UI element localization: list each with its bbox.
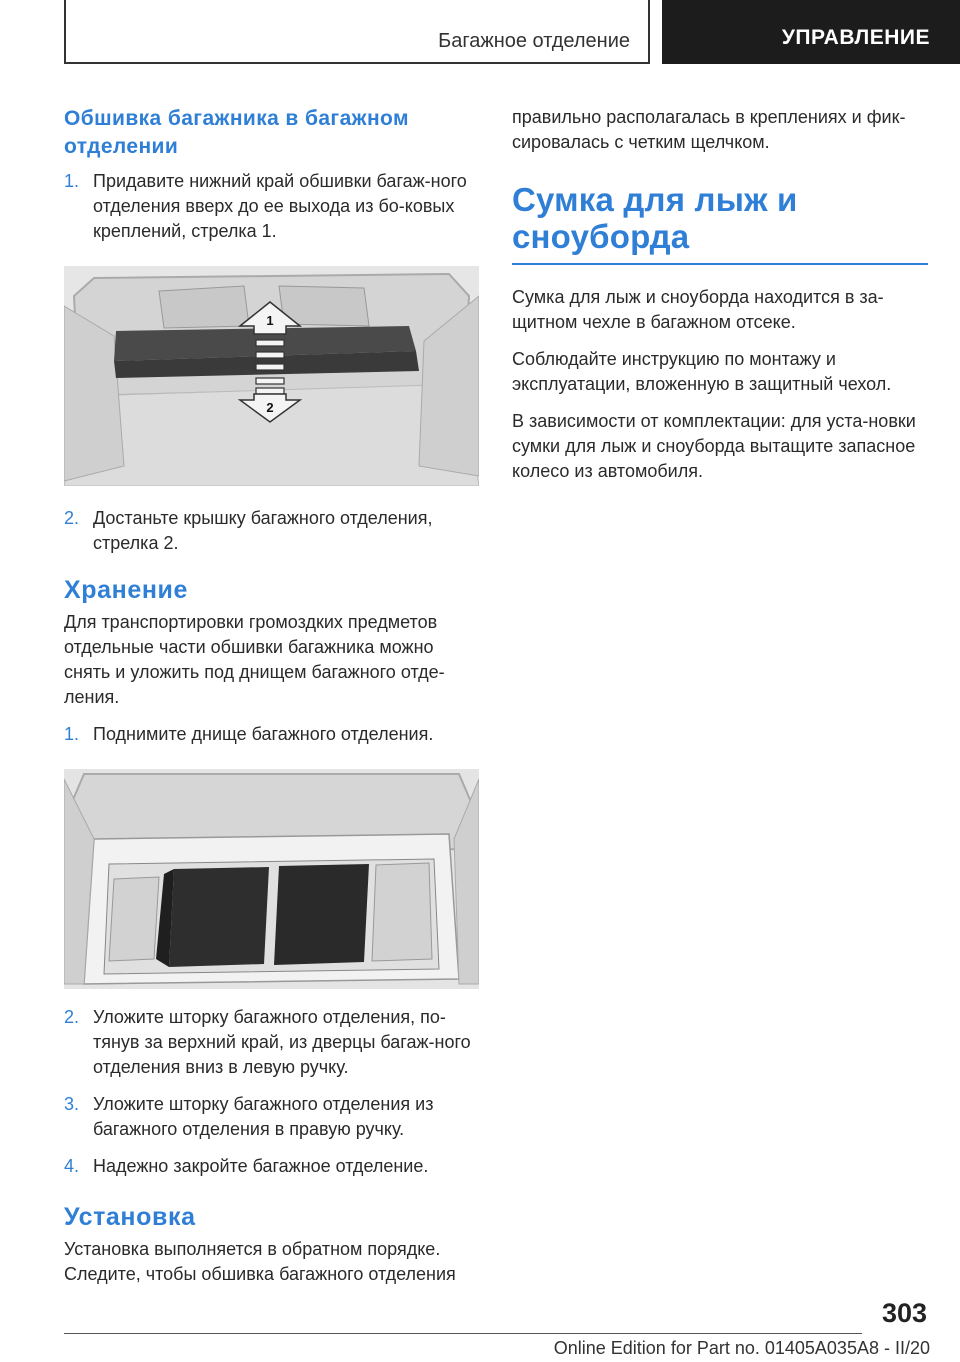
edition-info: Online Edition for Part no. 01405A035A8 - II/20	[553, 1338, 930, 1358]
heading-trunk-lining: Обшивка багажника в багажном отделении	[64, 107, 409, 158]
ski-bag-paragraph-1: Сумка для лыж и сноуборда находится в за-щитном чехле в багажном отсеке.	[512, 287, 884, 332]
step-1	[64, 169, 479, 244]
step-number: 3.	[64, 1094, 80, 1114]
step-number: 1.	[64, 171, 80, 191]
footer-rule	[64, 1333, 862, 1334]
step-2	[64, 506, 479, 556]
right-column	[512, 105, 928, 484]
step-number: 4.	[64, 1156, 80, 1176]
header-frame	[64, 0, 650, 64]
heading-rule	[512, 263, 928, 265]
header-chapter-tab[interactable]: УПРАВЛЕНИЕ	[662, 0, 960, 64]
arrow-2-label: 2	[266, 400, 274, 415]
step-number: 1.	[64, 724, 80, 744]
storage-step-3	[64, 1092, 479, 1142]
step-text: Надежно закройте багажное отделение.	[93, 1156, 429, 1176]
storage-text: Для транспортировки громоздких предметов отдельные части обшивки багажника можно снять и уложить под днищем багажного отде-ления.	[64, 612, 445, 707]
ski-bag-paragraph-3: В зависимости от комплектации: для уста-новки сумки для лыж и сноуборда вытащите запасное колесо из автомобиля.	[512, 411, 916, 481]
left-column	[64, 105, 479, 1287]
step-text: Поднимите днище багажного отделения.	[93, 724, 434, 744]
header-section-title: Багажное отделение	[438, 30, 630, 52]
heading-storage: Хранение	[64, 576, 189, 604]
heading-ski-bag: Сумка для лыж и сноуборда	[512, 181, 798, 255]
figure-trunk-cover-removal	[64, 266, 479, 486]
storage-step-2	[64, 1005, 479, 1080]
step-text: Уложите шторку багажного отделения, по-тянув за верхний край, из дверцы багаж-ного отделения вниз в левую ручку.	[93, 1007, 471, 1077]
step-text: Уложите шторку багажного отделения из багажного отделения в правую ручку.	[93, 1094, 434, 1139]
storage-step-1	[64, 722, 479, 747]
step-text: Достаньте крышку багажного отделения, стрелка 2.	[93, 508, 433, 553]
step-text: Придавите нижний край обшивки багаж-ного отделения вверх до ее выхода из бо-ковых креплений, стрелка 1.	[93, 171, 467, 241]
installation-text: Установка выполняется в обратном порядке. Следите, чтобы обшивка багажного отделения	[64, 1239, 456, 1284]
figure-trunk-floor-storage	[64, 769, 479, 989]
storage-step-4	[64, 1154, 479, 1179]
page-number: 303	[881, 1298, 927, 1328]
heading-installation: Установка	[64, 1203, 196, 1231]
step-number: 2.	[64, 508, 80, 528]
continued-text: правильно располагалась в креплениях и фик-сировалась с четким щелчком.	[512, 107, 906, 152]
ski-bag-paragraph-2: Соблюдайте инструкцию по монтажу и эксплуатации, вложенную в защитный чехол.	[512, 349, 892, 394]
arrow-1-label: 1	[266, 313, 274, 328]
step-number: 2.	[64, 1007, 80, 1027]
